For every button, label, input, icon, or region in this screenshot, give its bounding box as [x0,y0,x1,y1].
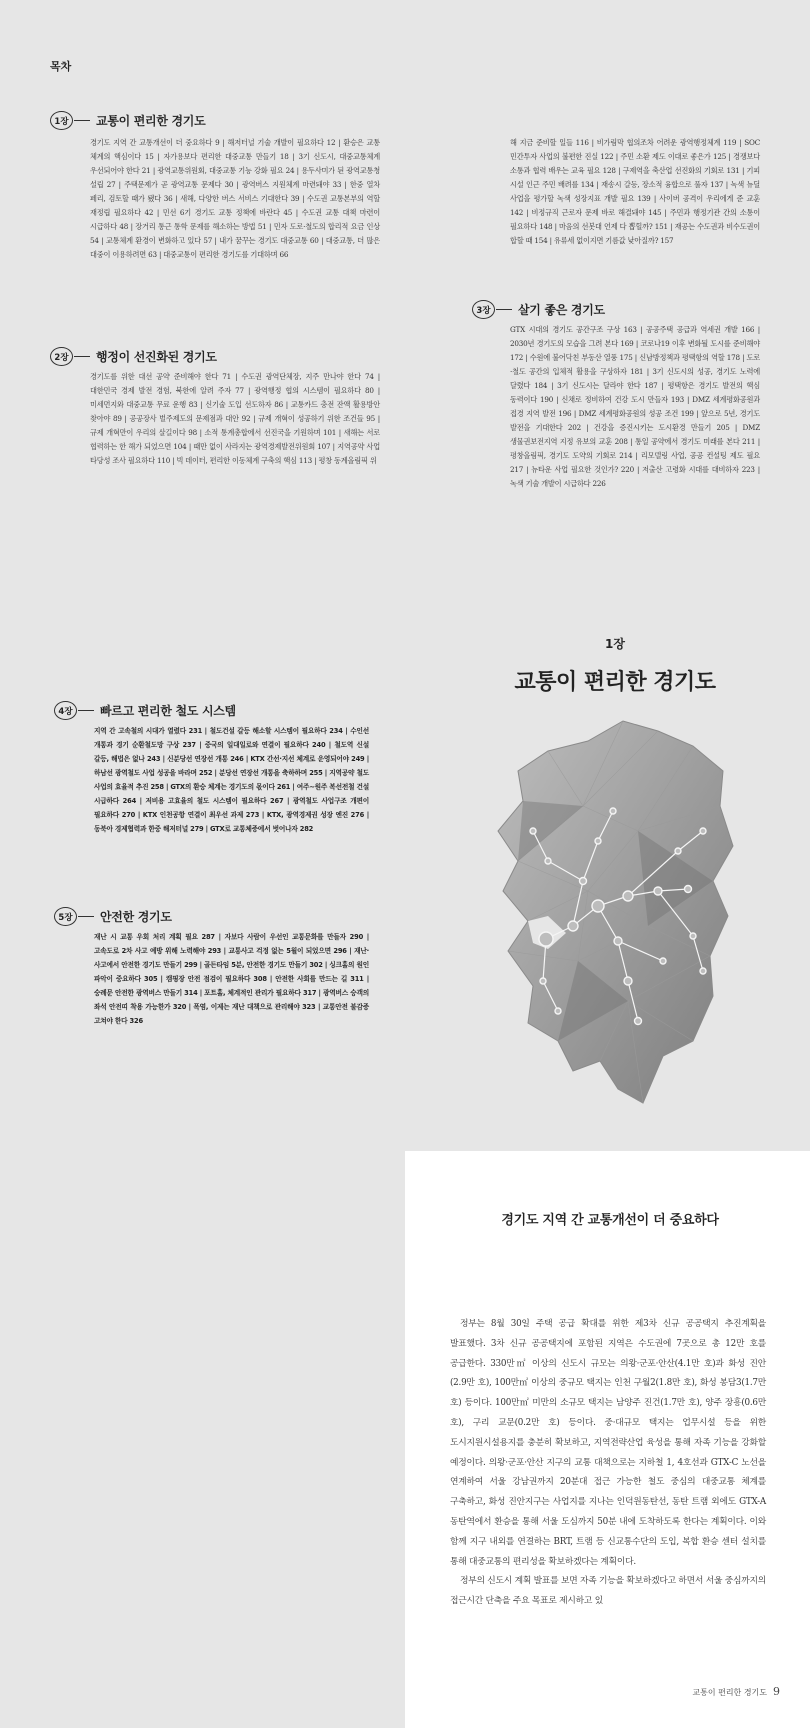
toc-section-2-heading[interactable] [50,347,217,366]
section-number-badge: 3장 [472,300,495,319]
section-number-badge: 4장 [54,701,77,720]
toc-section-2-entries: 경기도를 위한 대선 공약 준비해야 한다 71 | 수도권 광역단체장, 지주 만나야 한다 74 | 대한민국 경제 발전 경험, 북한에 알려 주자 77 | 광역행정 협의 시스템이 필요하다 80 | 미세먼지와 대중교통 무료 운행 83 | 신기술 도입 선도하자 86 | 교통카드 충전 잔액 활용방안 찾아야 89 | 공공장사 벌주제도의 문제점과 대안 92 | 규제 개혁이 성공하기 위한 조건들 95 | 규제 개혁만이 우리의 살길이다 98 | 소적 통계총합에서 선진국을 기원하며 101 | 새해는 서로 협력하는 한 해가 되었으면 104 | 때만 없이 사라지는 광역경제발전위원회 107 | 지역공약 사업 타당성 조사 필요하다 110 | 빅 데이터, 편리한 이동체계 구축의 핵심 113 | 평창 동계올림픽 위 [90,372,380,465]
article-page [0,1151,810,1728]
section-number-badge: 5장 [54,907,77,926]
heading-dash [78,710,94,711]
article-sheet [405,1151,810,1728]
heading-dash [496,309,512,310]
toc-section-4-entries: 지역 간 고속철의 시대가 열렸다 231 | 철도건설 갈등 해소할 시스템이 필요하다 234 | 수인선 개통과 경기 순환철도망 구상 237 | 중국의 일대일로와 연결이 필요하다 240 | 철도역 신설 갈등, 해법은 없나 243 | 신분당선 연장선 개통 246 | KTX 간선·지선 체계로 운영되어야 249 | 하남선 광역철도 사업 성공을 바라며 252 | 분당선 연장선 개통을 축하하며 255 | 지역공약 철도 사업의 효율적 추진 258 | GTX의 환승 체계는 경기도의 몫이다 261 | 여주~원주 복선전철 건설 시급하다 264 | 저비용 고효율의 철도 시스템이 필요하다 267 | 광역철도 사업구조 개편이 필요하다 270 | KTX 인천공항 연결이 최우선 과제 273 | KTX, 광역경제권 성장 엔진 276 | 동북아 경제협력과 한중 해저터널 279 | GTX로 교통체증에서 벗어나자 282 [94,727,369,833]
article-title: 경기도 지역 간 교통개선이 더 중요하다 [501,1213,719,1228]
page-footer [660,1685,780,1698]
section-title: 교통이 편리한 경기도 [96,114,206,128]
toc-section-1-entries: 경기도 지역 간 교통개선이 더 중요하다 9 | 해저터널 기술 개발이 필요하다 12 | 환승은 교통 체계의 핵심이다 15 | 자가용보다 편리한 대중교통 만들기 18 | 3기 신도시, 대중교통체계 우선되어야 한다 21 | 광역교통위원회, 대중교통 기능 강화 필요 24 | 용두사미가 된 광역교통청 설립 27 | 주택문제가 곧 광역교통 문제다 30 | 광역버스 지원체계 마련돼야 33 | 한중 열차 페리, 검토할 때가 됐다 36 | 새해, 다양한 버스 서비스 기대한다 39 | 수도권 교통본부의 역할 재정립 필요하다 42 | 민선 6기 경기도 교통 정책에 바란다 45 | 수도권 교통 대책 마련이 시급하다 48 | 장거리 통근 통학 문제를 해소하는 방법 51 | 민자 도로·철도의 합리적 요금 인상 54 | 교통체계 환경이 변화하고 있다 57 | 내가 꿈꾸는 경기도 대중교통 60 | 대중교통, 더 많은 대중이 이용하려면 63 | 대중교통이 편리한 경기도를 기대하며 66 [90,138,380,259]
section-title: 행정이 선진화된 경기도 [96,350,217,364]
article-paragraph: 정부는 8월 30일 주택 공급 확대를 위한 제3차 신규 공공택지 추진계획을 발표했다. 3차 신규 공공택지에 포함된 지역은 수도권에 7곳으로 총 12만 호를 공급한다. 330만㎡ 이상의 신도시 규모는 의왕·군포·안산(4.1만 호)과 화성 진안(2.9만 호), 100만㎡ 이상의 중규모 택지는 인천 구월2(1.8만 호), 화성 봉담3(1.7만 호) 등이다. 100만㎡ 미만의 소규모 택지는 남양주 진건(1.7만 호), 양주 장흥(0.6만 호), 구리 교문(0.2만 호) 등이다. 중·대규모 택지는 업무시설 등을 위한 도시지원시설용지를 충분히 확보하고, 지역전략산업 육성을 통해 자족 기능을 강화할 예정이다. 의왕·군포·안산 지구의 교통 대책으로는 지하철 1, 4호선과 GTX-C 노선을 연계하여 서울 강남권까지 20분대 접근 가능한 철도 중심의 대중교통 체계를 구축하고, 화성 진안지구는 사업지를 지나는 인덕원동탄선, 동탄 트램 외에도 GTX-A 동탄역에서 환승을 통해 서울 도심까지 50분 내에 도착하도록 한다는 계획이다. 이와 함께 지구 내외를 연결하는 BRT, 트램 등 신교통수단의 도입, 복합 환승 센터 설치를 통해 대중교통의 편리성을 확보하겠다는 계획이다. [450,1319,766,1567]
toc-page-top [0,0,810,585]
section-title: 빠르고 편리한 철도 시스템 [100,704,236,718]
page-number: 9 [773,1685,780,1698]
article-body [450,1315,766,1612]
toc-section-5-entries: 재난 시 교통 우회 처리 계획 필요 287 | 자보다 사람이 우선인 교통문화를 만들자 290 | 고속도로 2차 사고 예방 위해 노력해야 293 | 교통사고 걱정 없는 5월이 되었으면 296 | 재난·사고에서 안전한 경기도 만들기 299 | 골든타임 5분, 안전한 경기도 만들기 302 | 싱크홀의 원인 파악이 중요하다 305 | 캠핑장 안전 점검이 필요하다 308 | 안전한 사회를 만드는 길 311 | 숭례문 안전한 광역버스 만들기 314 | 포트홀, 체계적인 관리가 필요하다 317 | 광역버스 승객의 좌석 안전띠 착용 가능한가 320 | 폭염, 이제는 재난 대책으로 관리해야 323 | 교통안전 불감증 고쳐야 한다 326 [94,933,369,1025]
section-number-badge: 1장 [50,111,73,130]
heading-dash [74,120,90,121]
chapter-number: 1장 [605,637,625,651]
heading-dash [74,356,90,357]
section-number-badge: 2장 [50,347,73,366]
toc-section-4-heading[interactable] [54,701,236,720]
heading-dash [78,916,94,917]
article-paragraph: 정부의 신도시 계획 발표를 보면 자족 기능을 확보하겠다고 하면서 서울 중심까지의 접근시간 단축을 주요 목표로 제시하고 있 [450,1576,766,1607]
footer-running-title: 교통이 편리한 경기도 [692,1688,767,1697]
toc-section-1-heading[interactable] [50,111,205,130]
toc-section-3-entries: GTX 시대의 경기도 공간구조 구상 163 | 공공주택 공급과 역세권 개발 166 | 2030년 경기도의 모습을 그려 본다 169 | 코로나19 이후 변화될 도시를 준비해야 172 | 수원에 불어닥친 부동산 열풍 175 | 신남방정책과 평택항의 역할 178 | 도로·철도 공간의 입체적 활용을 구상하자 181 | 3기 신도시의 성공, 경기도 노력에 달렸다 184 | 3기 신도시는 달라야 한다 187 | 평택항은 경기도 발전의 핵심 동력이다 190 | 신채로 정비하여 건강 도시 만들자 193 | DMZ 세계평화공원과 접경 지역 발전 196 | DMZ 세계평화공원의 성공 조건 199 | 앞으로 5년, 경기도 발전을 기대한다 202 | 건강을 증진시키는 도시환경 만들기 205 | DMZ 생물권보전지역 지정 유보의 교훈 208 | 통일 공약에서 경기도 미래를 본다 211 | 평창올림픽, 경기도 도약의 기회로 214 | 리모델링 사업, 공공 컨설팅 제도 필요 217 | 뉴타운 사업 필요한 것인가? 220 | 저출산 고령화 시대를 대비하자 223 | 녹색 기술 개발이 시급하다 226 [510,325,760,488]
toc-section-3-heading[interactable] [472,300,605,319]
toc-page-bottom [0,585,810,1151]
toc-section-2-entries-continued: 해 지금 준비할 일들 116 | 비가림막 협의조차 어려운 광역행정체계 119 | SOC 민간투자 사업의 불편한 진실 122 | 주민 소환 제도 이대로 좋은가 125 | 경쟁보다 소통과 협력 배우는 교육 필요 128 | 구제역을 축산업 선진화의 기회로 131 | 기피 시설 인근 주민 배려를 134 | 재송시 갈등, 장소적 융합으로 풀자 137 | 녹색 뉴딜 사업을 평가할 녹색 성장지표 개발 필요 139 | 사이버 공격이 우리에게 준 교훈 142 | 비정규직 근로자 문제 바로 해결돼야 145 | 주민과 행정기관 간의 소통이 필요하다 148 | 마음의 선봇대 언제 다 뽑힐까? 151 | 재공는 수도권과 비수도권이 합할 때 154 | 유류세 없이지면 기름값 낮아질까? 157 [510,138,760,245]
toc-section-5-heading[interactable] [54,907,172,926]
gyeonggi-map-illustration [488,711,738,1111]
chapter-title: 교통이 편리한 경기도 [514,670,716,695]
toc-label: 목차 [50,60,72,73]
section-title: 안전한 경기도 [100,910,172,924]
section-title: 살기 좋은 경기도 [518,303,605,317]
